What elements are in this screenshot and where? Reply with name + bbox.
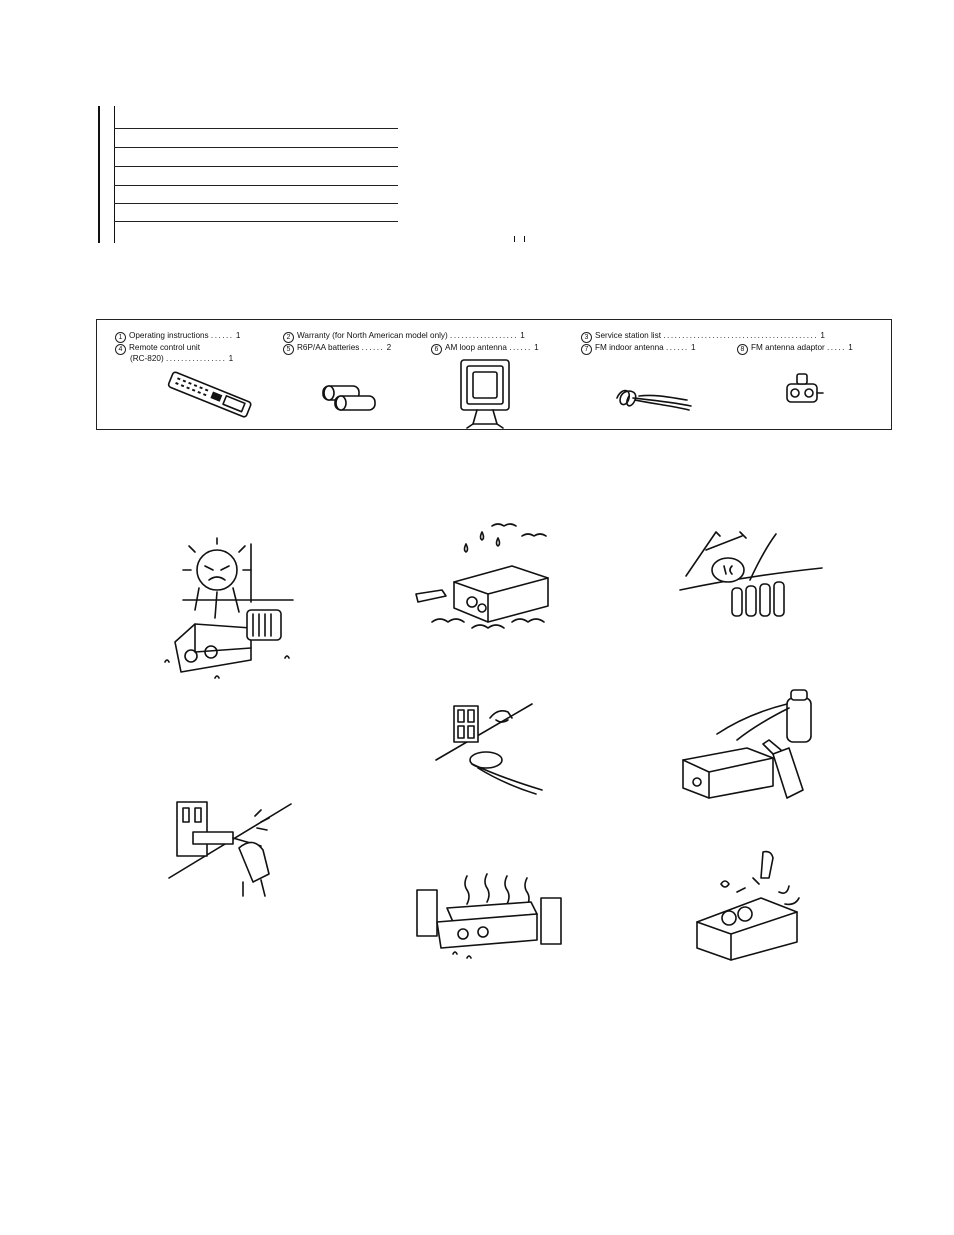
outer-vertical-rule: [98, 106, 100, 243]
caution-disassemble-illustration: [693, 848, 823, 963]
item-quantity: 1: [820, 331, 825, 340]
item-number: 8: [737, 344, 748, 355]
item-leader: .....: [827, 343, 846, 352]
item-sublabel: (RC-820): [130, 354, 164, 363]
batteries-illustration: [319, 382, 383, 418]
am-loop-antenna-illustration: [455, 356, 519, 430]
tick-mark-left: [514, 236, 515, 242]
item-label: AM loop antenna: [445, 343, 507, 352]
fm-antenna-adaptor-illustration: [781, 370, 825, 414]
item-number: 4: [115, 344, 126, 355]
item-number: 2: [283, 332, 294, 343]
item-label: FM indoor antenna: [595, 343, 664, 352]
item-leader: ................: [165, 354, 227, 363]
fm-indoor-antenna-illustration: [611, 386, 695, 414]
item-quantity: 1: [690, 343, 696, 352]
item-leader: ......: [509, 343, 532, 352]
item-quantity: 1: [520, 331, 525, 340]
item-leader: ..................: [450, 331, 518, 340]
caution-sun-heat-illustration: [155, 540, 295, 685]
item-number: 7: [581, 344, 592, 355]
caution-ventilation-illustration: [413, 870, 565, 962]
item-number: 3: [581, 332, 592, 343]
accessory-item-5: [283, 343, 391, 355]
accessory-item-1: [115, 331, 240, 343]
item-quantity: 2: [386, 343, 392, 352]
index-line-2: [114, 147, 398, 148]
item-label: FM antenna adaptor: [751, 343, 825, 352]
remote-control-illustration: [163, 366, 253, 426]
item-quantity: 1: [848, 343, 853, 352]
item-number: 5: [283, 344, 294, 355]
item-leader: .........................................: [663, 331, 819, 340]
accessory-item-2: [283, 331, 525, 343]
index-line-5: [114, 203, 398, 204]
accessory-item-4-sub: [130, 354, 233, 364]
item-number: 6: [431, 344, 442, 355]
accessories-box: [96, 319, 892, 430]
index-line-1: [114, 128, 398, 129]
caution-foreign-objects-illustration: [676, 530, 826, 625]
item-label: R6P/AA batteries: [297, 343, 360, 352]
caution-unplug-illustration: [432, 694, 547, 794]
tick-mark-right: [524, 236, 525, 242]
item-leader: ......: [361, 343, 385, 352]
item-label: Warranty (for North American model only): [297, 331, 448, 340]
accessory-item-6: [431, 343, 539, 355]
caution-hold-plug-illustration: [165, 796, 295, 896]
item-leader: ......: [210, 331, 234, 340]
inner-vertical-rule: [114, 106, 115, 243]
accessory-item-3: [581, 331, 825, 343]
accessory-item-7: [581, 343, 696, 355]
caution-moisture-dust-illustration: [412, 522, 562, 647]
index-line-6: [114, 221, 398, 222]
item-quantity: 1: [228, 354, 234, 363]
caution-no-sprays-illustration: [677, 684, 827, 804]
index-line-4: [114, 185, 398, 186]
index-line-3: [114, 166, 398, 167]
item-leader: ......: [666, 343, 689, 352]
item-label: Service station list: [595, 331, 661, 340]
item-label: Remote control unit: [129, 343, 200, 352]
item-quantity: 1: [235, 331, 241, 340]
item-label: Operating instructions: [129, 331, 209, 340]
accessory-item-8: [737, 343, 853, 355]
item-quantity: 1: [534, 343, 539, 352]
item-number: 1: [115, 332, 126, 343]
